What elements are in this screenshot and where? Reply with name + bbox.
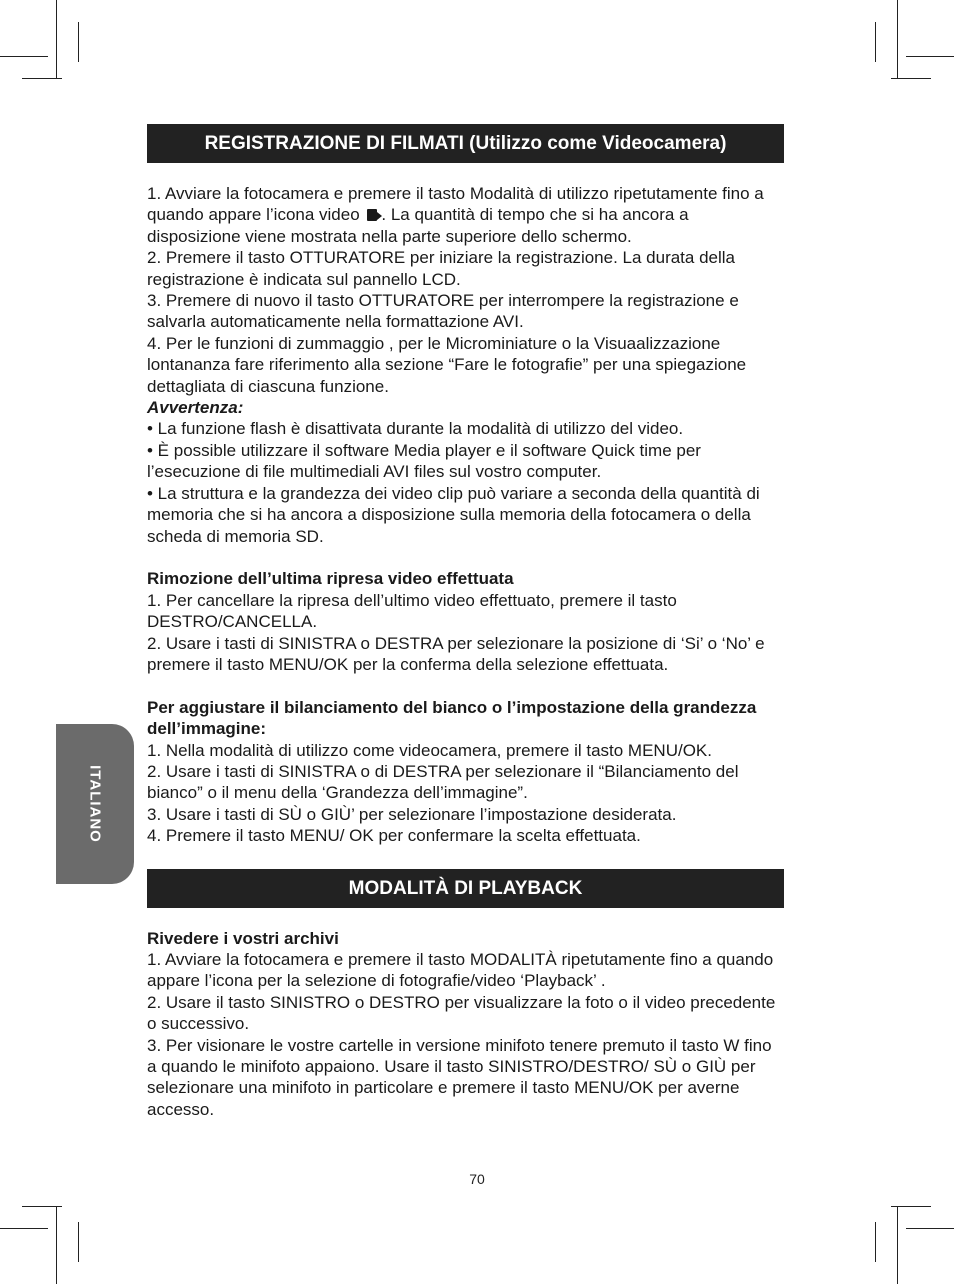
step-4: 4. Per le funzioni di zummaggio , per le Microminiature o la Visuaalizzazione lontananza fare riferimento alla sezione “Fare le fotografie” per una spiegazione dettagliata di ciascuna funzione. <box>147 333 747 396</box>
crop-mark <box>0 56 48 57</box>
step-2: 2. Premere il tasto OTTURATORE per iniziare la registrazione. La durata della registrazione è indicata sul pannello LCD. <box>147 248 736 289</box>
section-title-playback: MODALITÀ DI PLAYBACK <box>147 869 784 908</box>
crop-mark <box>78 22 79 62</box>
review-step-2: 2. Usare il tasto SINISTRO o DESTRO per visualizzare la foto o il video precedente o successivo. <box>147 992 776 1034</box>
crop-mark <box>891 78 931 79</box>
subheading-delete-last: Rimozione dell’ultima ripresa video effettuata <box>147 569 514 589</box>
crop-mark <box>56 0 57 78</box>
delete-step-2: 2. Usare i tasti di SINISTRA o DESTRA per selezionare la posizione di ‘Si’ o ‘No’ e premere il tasto MENU/OK per la conferma della selezione effettuata. <box>147 633 765 674</box>
crop-mark <box>875 22 876 62</box>
white-balance-step-4: 4. Premere il tasto MENU/ OK per confermare la scelta effettuata. <box>147 826 641 846</box>
warning-item: • La funzione flash è disattivata durante la modalità di utilizzo del video. <box>147 419 684 439</box>
review-step-3: 3. Per visionare le vostre cartelle in versione minifoto tenere premuto il tasto W fino a quando le minifoto appaiono. Usare il tasto SINISTRO/DESTRO/ SÙ o GIÙ per selezionare una minifoto in particolare e premere il tasto MENU/OK per averne accesso. <box>147 1035 772 1119</box>
step-3: 3. Premere di nuovo il tasto OTTURATORE per interrompere la registrazione e salvarla automaticamente nella formattazione AVI. <box>147 291 739 332</box>
page-number: 70 <box>469 1171 485 1187</box>
language-side-tab <box>56 724 134 884</box>
white-balance-step-1: 1. Nella modalità di utilizzo come videocamera, premere il tasto MENU/OK. <box>147 740 712 760</box>
crop-mark <box>906 1228 954 1229</box>
crop-mark <box>906 56 954 57</box>
subheading-review-files: Rivedere i vostri archivi <box>147 928 339 948</box>
subheading-white-balance: Per aggiustare il bilanciamento del bianco o l’impostazione della grandezza dell’immagine: <box>147 697 757 739</box>
crop-mark <box>897 0 898 78</box>
video-camera-icon <box>367 206 381 222</box>
white-balance-step-2: 2. Usare i tasti di SINISTRA o di DESTRA per selezionare il “Bilanciamento del bianco” o il menu della ‘Grandezza dell’immagine”. <box>147 761 739 803</box>
crop-mark <box>0 1228 48 1229</box>
crop-mark <box>22 1206 62 1207</box>
warning-item: • La struttura e la grandezza dei video clip può variare a seconda della quantità di memoria che si ha ancora a disposizione sulla memoria della fotocamera o della scheda di memoria SD. <box>147 483 760 546</box>
crop-mark <box>78 1222 79 1262</box>
review-step-1: 1. Avviare la fotocamera e premere il tasto MODALITÀ ripetutamente fino a quando appare l’icona per la selezione di fotografie/video ‘Playback’ . <box>147 949 774 991</box>
crop-mark <box>897 1206 898 1284</box>
language-label: ITALIANO <box>86 765 104 843</box>
section-title-video-recording: REGISTRAZIONE DI FILMATI (Utilizzo come Videocamera) <box>147 124 784 163</box>
crop-mark <box>22 78 62 79</box>
page-content <box>147 124 784 1120</box>
crop-mark <box>56 1206 57 1284</box>
crop-mark <box>891 1206 931 1207</box>
warning-label: Avvertenza: <box>147 398 244 418</box>
warning-item: • È possible utilizzare il software Media player e il software Quick time per l’esecuzione di file multimediali AVI files sul vostro computer. <box>147 440 701 482</box>
crop-mark <box>875 1222 876 1262</box>
step-1: 1. Avviare la fotocamera e premere il tasto Modalità di utilizzo ripetutamente fino a quando appare l’icona video . La quantità di tempo che si ha ancora a disposizione viene mostrata nella parte superiore dello schermo. <box>147 184 764 246</box>
white-balance-step-3: 3. Usare i tasti di SÙ o GIÙ’ per selezionare l’impostazione desiderata. <box>147 804 677 824</box>
delete-step-1: 1. Per cancellare la ripresa dell’ultimo video effettuato, premere il tasto DESTRO/CANCELLA. <box>147 590 677 632</box>
